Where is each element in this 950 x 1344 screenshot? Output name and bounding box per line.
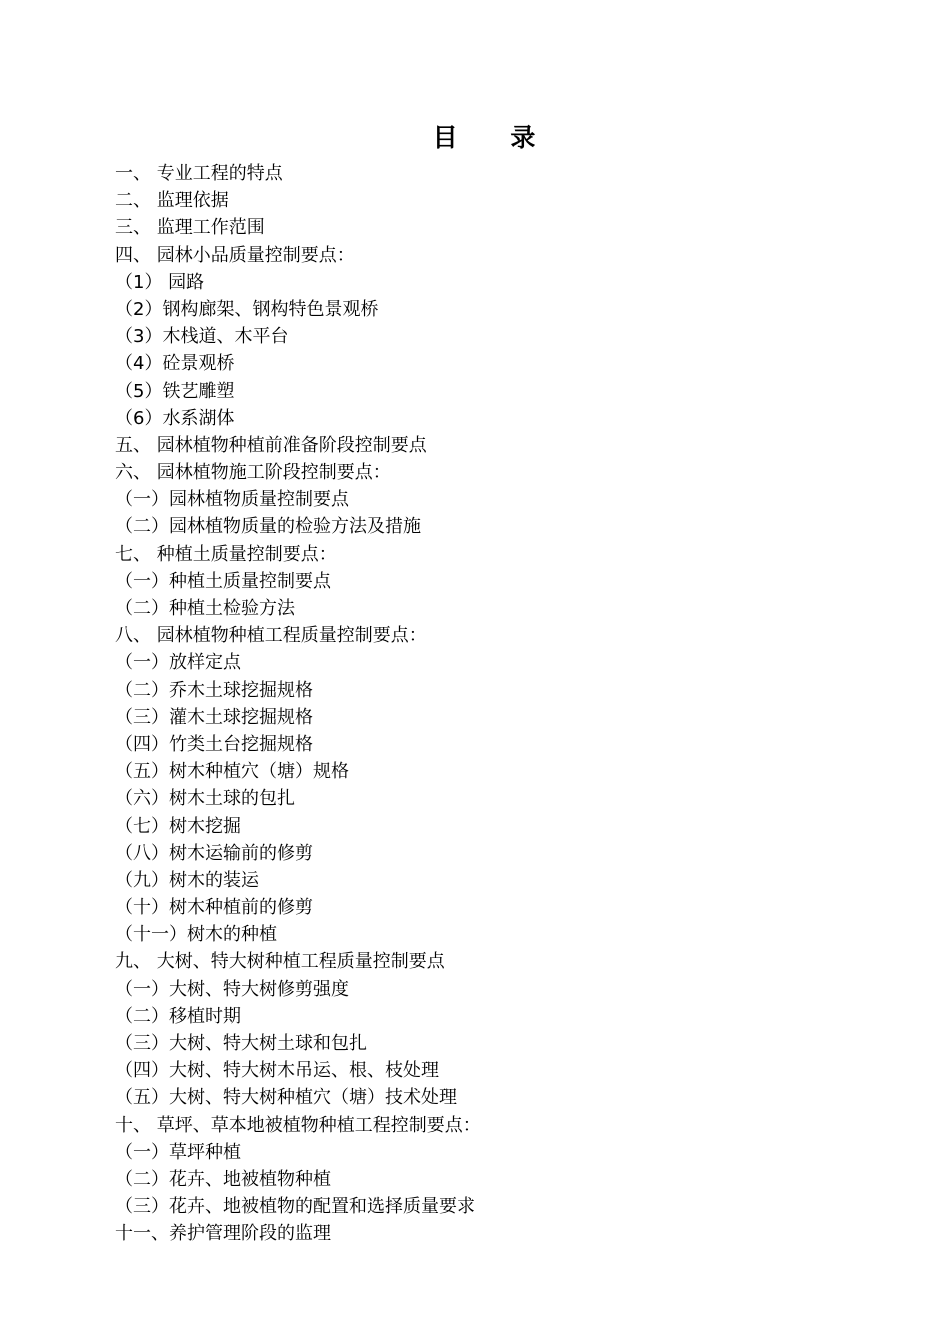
toc-item: （二）花卉、地被植物种植	[115, 1168, 331, 1190]
table-of-contents	[115, 160, 481, 1248]
toc-item: （二）乔木土球挖掘规格	[115, 679, 313, 701]
toc-item: （4）砼景观桥	[115, 353, 235, 375]
toc-item: （六）树木土球的包扎	[115, 788, 295, 810]
toc-item: （二）种植土检验方法	[115, 598, 295, 619]
toc-item: （二）园林植物质量的检验方法及措施	[115, 516, 421, 538]
toc-item: （三）灌木土球挖掘规格	[115, 706, 313, 728]
toc-item: （5）铁艺雕塑	[115, 380, 235, 402]
toc-item: 十、 草坪、草本地被植物种植工程控制要点：	[115, 1114, 481, 1136]
toc-item: （四）大树、特大树木吊运、根、枝处理	[115, 1060, 439, 1082]
toc-item: （三）大树、特大树土球和包扎	[115, 1033, 367, 1054]
toc-item: （九）树木的装运	[115, 869, 259, 891]
toc-item: 十一、养护管理阶段的监理	[115, 1223, 331, 1245]
toc-item: （五）树木种植穴（塘）规格	[115, 761, 349, 783]
toc-item: （十）树木种植前的修剪	[115, 897, 313, 919]
toc-item: 五、 园林植物种植前准备阶段控制要点	[115, 434, 427, 456]
toc-item: （四）竹类土台挖掘规格	[115, 733, 313, 755]
toc-item: （三）花卉、地被植物的配置和选择质量要求	[115, 1196, 475, 1218]
toc-item: （一）大树、特大树修剪强度	[115, 978, 349, 1000]
toc-item: （2）钢构廊架、钢构特色景观桥	[115, 298, 379, 320]
toc-item: 四、 园林小品质量控制要点：	[115, 244, 355, 266]
toc-item: （五）大树、特大树种植穴（塘）技术处理	[115, 1087, 457, 1109]
toc-item: （一）种植土质量控制要点	[115, 570, 331, 592]
toc-item: 六、 园林植物施工阶段控制要点：	[115, 462, 391, 484]
toc-item: （3）木栈道、木平台	[115, 326, 289, 348]
toc-item: （6）水系湖体	[115, 407, 235, 429]
toc-item: （一）草坪种植	[115, 1141, 241, 1163]
toc-item: 九、 大树、特大树种植工程质量控制要点	[115, 951, 445, 973]
toc-item: 八、 园林植物种植工程质量控制要点：	[115, 625, 427, 647]
toc-item: 一、 专业工程的特点	[115, 163, 283, 184]
toc-item: （七）树木挖掘	[115, 815, 241, 837]
toc-item: （二）移植时期	[115, 1005, 241, 1027]
toc-item: （一）放样定点	[115, 652, 241, 674]
toc-item: （十一）树木的种植	[115, 924, 277, 946]
page-title: 目 录	[432, 123, 558, 152]
toc-item: （一）园林植物质量控制要点	[115, 489, 349, 511]
toc-item: （1） 园路	[115, 271, 205, 293]
toc-item: （八）树木运输前的修剪	[115, 842, 313, 864]
toc-item: 七、 种植土质量控制要点：	[115, 543, 337, 565]
toc-item: 三、 监理工作范围	[115, 217, 265, 239]
toc-item: 二、 监理依据	[115, 190, 229, 212]
